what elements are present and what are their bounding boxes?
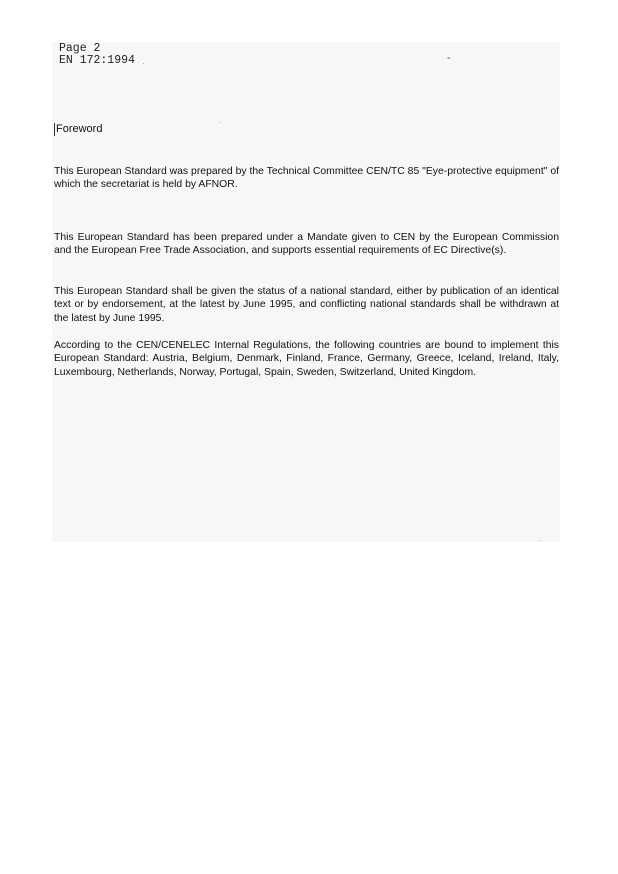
document-code: EN 172:1994 [59, 54, 135, 67]
page-header [59, 43, 135, 67]
header-dash: - [447, 52, 451, 64]
scan-speck [143, 63, 144, 64]
page-number: Page 2 [59, 42, 101, 55]
scan-speck [219, 122, 220, 123]
foreword-paragraph-3: This European Standard shall be given the status of a national standard, either by publication of an identical text or by endorsement, at the latest by June 1995, and conflicting national standards shall be withdrawn at the latest by June 1995. [54, 286, 559, 324]
foreword-paragraph-4: According to the CEN/CENELEC Internal Regulations, the following countries are bound to implement this European Standard: Austria, Belgium, Denmark, Finland, France, Germany, Greece, Iceland, Ireland, Italy, Luxembourg, Netherlands, Norway, Portugal, Spain, Sweden, Switzerland, United Kingdom. [54, 340, 559, 378]
foreword-paragraph-2: This European Standard has been prepared under a Mandate given to CEN by the European Commission and the European Free Trade Association, and supports essential requirements of EC Directive(s). [54, 232, 559, 257]
foreword-paragraph-1: This European Standard was prepared by the Technical Committee CEN/TC 85 "Eye-protective equipment" of which the secretariat is held by AFNOR. [54, 166, 559, 191]
scan-speck [539, 540, 540, 541]
foreword-heading: Foreword [56, 123, 103, 135]
